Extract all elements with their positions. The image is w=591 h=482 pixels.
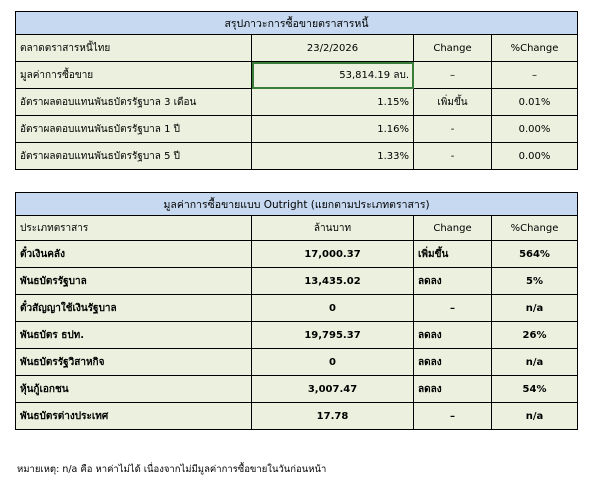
outright-header-pct-change: %Change xyxy=(492,216,578,241)
row-change: ลดลง xyxy=(414,349,492,376)
row-pct-change: n/a xyxy=(492,295,578,322)
summary-header-date: 23/2/2026 xyxy=(252,35,414,62)
row-value: 1.16% xyxy=(252,116,414,143)
row-pct-change: 0.00% xyxy=(492,143,578,170)
row-pct-change: 54% xyxy=(492,376,578,403)
outright-row-corporate-debentures xyxy=(16,376,578,403)
row-change: – xyxy=(414,403,492,430)
outright-row-state-enterprise-bonds xyxy=(16,349,578,376)
row-label: พันธบัตรต่างประเทศ xyxy=(16,403,252,430)
footnote: หมายเหตุ: n/a คือ หาค่าไม่ได้ เนื่องจากไม่มีมูลค่าการซื้อขายในวันก่อนหน้า xyxy=(17,464,327,475)
row-value: 3,007.47 xyxy=(252,376,414,403)
summary-title: สรุปภาวะการซื้อขายตราสารหนี้ xyxy=(16,12,578,35)
row-label: ตั๋วสัญญาใช้เงินรัฐบาล xyxy=(16,295,252,322)
outright-row-government-bonds xyxy=(16,268,578,295)
summary-header-market: ตลาดตราสารหนี้ไทย xyxy=(16,35,252,62)
row-label: ตั๋วเงินคลัง xyxy=(16,241,252,268)
outright-row-government-promissory-notes xyxy=(16,295,578,322)
row-label: พันธบัตร ธปท. xyxy=(16,322,252,349)
row-change: ลดลง xyxy=(414,268,492,295)
row-change: - xyxy=(414,143,492,170)
row-change: ลดลง xyxy=(414,376,492,403)
row-change: – xyxy=(414,62,492,89)
row-label: พันธบัตรรัฐบาล xyxy=(16,268,252,295)
outright-row-foreign-bonds xyxy=(16,403,578,430)
row-value: 19,795.37 xyxy=(252,322,414,349)
outright-header-type: ประเภทตราสาร xyxy=(16,216,252,241)
outright-row-bot-bonds xyxy=(16,322,578,349)
row-value: 0 xyxy=(252,295,414,322)
outright-trading-table xyxy=(15,192,578,430)
row-label: อัตราผลตอบแทนพันธบัตรรัฐบาล 3 เดือน xyxy=(16,89,252,116)
outright-row-treasury-bills xyxy=(16,241,578,268)
summary-row-yield-3m xyxy=(16,89,578,116)
outright-header-change: Change xyxy=(414,216,492,241)
row-pct-change: 0.00% xyxy=(492,116,578,143)
summary-header-change: Change xyxy=(414,35,492,62)
row-change: ลดลง xyxy=(414,322,492,349)
outright-header-value: ล้านบาท xyxy=(252,216,414,241)
row-value: 1.33% xyxy=(252,143,414,170)
row-pct-change: 0.01% xyxy=(492,89,578,116)
row-change: - xyxy=(414,116,492,143)
summary-row-yield-5y xyxy=(16,143,578,170)
summary-header-pct-change: %Change xyxy=(492,35,578,62)
row-label: มูลค่าการซื้อขาย xyxy=(16,62,252,89)
row-pct-change: n/a xyxy=(492,403,578,430)
row-pct-change: 5% xyxy=(492,268,578,295)
row-label: พันธบัตรรัฐวิสาหกิจ xyxy=(16,349,252,376)
row-pct-change: n/a xyxy=(492,349,578,376)
row-pct-change: 26% xyxy=(492,322,578,349)
row-value: 17,000.37 xyxy=(252,241,414,268)
row-value: 13,435.02 xyxy=(252,268,414,295)
summary-row-yield-1y xyxy=(16,116,578,143)
bond-market-summary-table xyxy=(15,11,578,170)
row-change: เพิ่มขึ้น xyxy=(414,89,492,116)
selected-cell-trading-value[interactable]: 53,814.19 ลบ. xyxy=(252,62,414,89)
row-change: – xyxy=(414,295,492,322)
summary-row-trading-value xyxy=(16,62,578,89)
row-value: 17.78 xyxy=(252,403,414,430)
row-pct-change: 564% xyxy=(492,241,578,268)
outright-title: มูลค่าการซื้อขายแบบ Outright (แยกตามประเภทตราสาร) xyxy=(16,193,578,216)
row-label: อัตราผลตอบแทนพันธบัตรรัฐบาล 5 ปี xyxy=(16,143,252,170)
row-label: หุ้นกู้เอกชน xyxy=(16,376,252,403)
row-pct-change: – xyxy=(492,62,578,89)
row-value: 0 xyxy=(252,349,414,376)
row-value: 1.15% xyxy=(252,89,414,116)
row-change: เพิ่มขึ้น xyxy=(414,241,492,268)
row-label: อัตราผลตอบแทนพันธบัตรรัฐบาล 1 ปี xyxy=(16,116,252,143)
